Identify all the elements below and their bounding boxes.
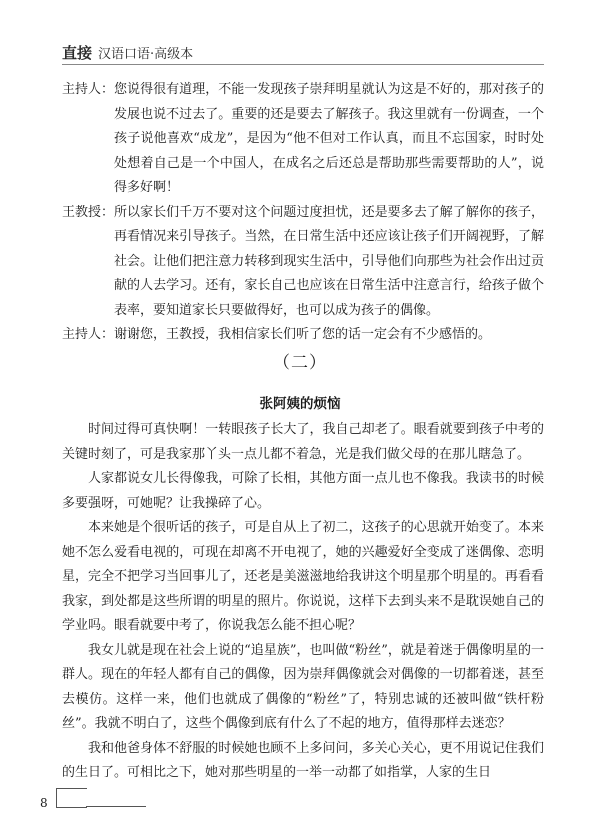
dialog-turn: [62, 201, 544, 324]
speech-text: 您说得很有道理，不能一发现孩子崇拜明星就认为这是不好的，那对孩子的发展也说不过去了。重要的还是要去了解孩子。我这里就有一份调查，一个孩子说他喜欢“成龙”，是因为“他不但对工作认真，而且不忘国家，时时处处想着自己是一个中国人，在成名之后还总是帮助那些需要帮助的人”，说得多好啊！: [114, 82, 544, 195]
book-title: 汉语口语·高级本: [98, 47, 194, 62]
footer-divider: [86, 806, 146, 807]
dialog-turn: [62, 323, 544, 348]
speaker-label: 主持人：: [62, 82, 115, 97]
header-divider: [62, 64, 544, 65]
page-number-frame: [56, 788, 87, 808]
speaker-label: 王教授：: [62, 204, 115, 220]
running-header: [62, 42, 193, 63]
book-brand: 直接: [62, 44, 93, 62]
section-title: （二）: [273, 353, 327, 373]
story-paragraph: 我和他爸身体不舒服的时候她也顾不上多问问，多关心关心，更不用说记住我们的生日了。可相比之下，她对那些明星的一举一动都了如指掌，人家的生日: [62, 740, 544, 780]
story-paragraph: 我女儿就是现在社会上说的“追星族”，也叫做“粉丝”，就是着迷于偶像明星的一群人。现在的年轻人都有自己的偶像，因为崇拜偶像就会对偶像的一切都着迷，甚至去模仿。这样一来，他们也就成了偶像的“粉丝”了，特别忠诚的还被叫做“铁杆粉丝”。我就不明白了，这些个偶像到底有什么了不起的地方，值得那样去迷恋？: [62, 642, 544, 731]
story-paragraph: 时间过得可真快啊！一转眼孩子长大了，我自己却老了。眼看就要到孩子中考的关键时刻了，可是我家那丫头一点儿都不着急，光是我们做父母的在那儿瞎急了。: [62, 422, 544, 462]
story-paragraph: 本来她是个很听话的孩子，可是自从上了初二，这孩子的心思就开始变了。本来她不怎么爱看电视的，可现在却离不开电视了，她的兴趣爱好全变成了迷偶像、恋明星，完全不把学习当回事儿了，还老是美滋滋地给我讲这个明星那个明星的。再看看我家，到处都是这些所谓的明星的照片。你说说，这样下去到头来不是耽误她自己的学业吗。眼看就要中考了，你说我怎么能不担心呢？: [62, 520, 544, 633]
speaker-label: 主持人：: [62, 327, 115, 342]
dialog-turn: [62, 78, 544, 201]
speech-text: 谢谢您，王教授，我相信家长们听了您的话一定会有不少感悟的。: [114, 327, 492, 342]
story-body: [62, 418, 544, 786]
dialog-section: [62, 78, 544, 348]
page-number: 8: [40, 796, 48, 810]
story-title: 张阿姨的烦恼: [259, 396, 341, 412]
speech-text: 所以家长们千万不要对这个问题过度担忧，还是要多去了解了解你的孩子，再看情况来引导孩子。当然，在日常生活中还应该让孩子们开阔视野，了解社会。让他们把注意力转移到现实生活中，引导他们向那些为社会作出过贡献的人去学习。还有，家长自己也应该在日常生活中注意言行，给孩子做个表率，要知道家长只要做得好，也可以成为孩子的偶像。: [114, 204, 544, 318]
story-paragraph: 人家都说女儿长得像我，可除了长相，其他方面一点儿也不像我。我读书的时候多要强呀，可她呢？让我操碎了心。: [62, 471, 544, 511]
